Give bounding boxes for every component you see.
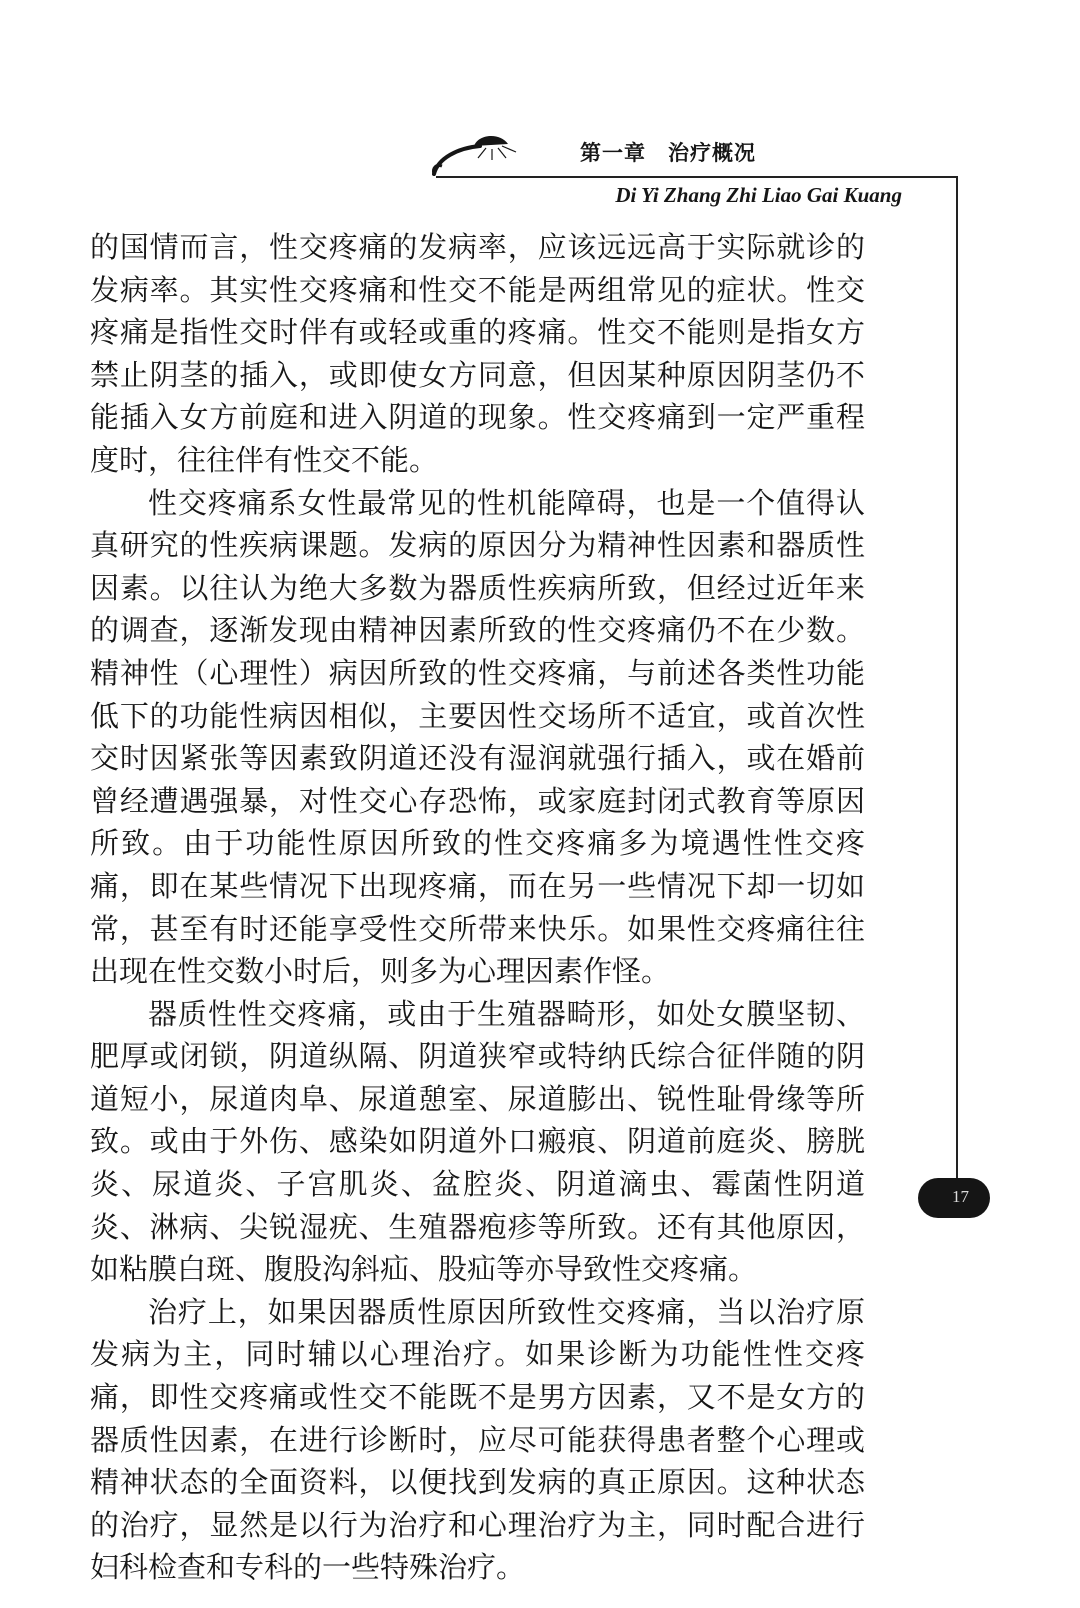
paragraph: 治疗上，如果因器质性原因所致性交疼痛，当以治疗原发病为主，同时辅以心理治疗。如果诊断为功能性性交疼痛，即性交疼痛或性交不能既不是男方因素，又不是女方的器质性因素，在进行诊断时，应尽可能获得患者整个心理或精神状态的全面资料，以便找到发病的真正原因。这种状态的治疗，显然是以行为治疗和心理治疗为主，同时配合进行妇科检查和专科的一些特殊治疗。 [90, 1294, 865, 1585]
side-margin-rule [956, 176, 958, 1178]
page-number-tab [918, 1178, 990, 1218]
body-text [90, 226, 865, 1589]
paragraph: 器质性性交疼痛，或由于生殖器畸形，如处女膜坚韧、肥厚或闭锁，阴道纵隔、阴道狭窄或特纳氏综合征伴随的阴道短小，尿道肉阜、尿道憩室、尿道膨出、锐性耻骨缘等所致。或由于外伤、感染如阴道外口瘢痕、阴道前庭炎、膀胱炎、尿道炎、子宫肌炎、盆腔炎、阴道滴虫、霉菌性阴道炎、淋病、尖锐湿疣、生殖器疱疹等所致。还有其他原因，如粘膜白斑、腹股沟斜疝、股疝等亦导致性交疼痛。 [90, 996, 865, 1287]
header-rule [436, 176, 958, 178]
page-number: 17 [952, 1187, 969, 1206]
chapter-title-chinese: 第一章 治疗概况 [580, 140, 756, 165]
paragraph: 的国情而言，性交疼痛的发病率，应该远远高于实际就诊的发病率。其实性交疼痛和性交不能是两组常见的症状。性交疼痛是指性交时伴有或轻或重的疼痛。性交不能则是指女方禁止阴茎的插入，或即使女方同意，但因某种原因阴茎仍不能插入女方前庭和进入阴道的现象。性交疼痛到一定严重程度时，往往伴有性交不能。 [90, 230, 865, 477]
paragraph: 性交疼痛系女性最常见的性机能障碍，也是一个值得认真研究的性疾病课题。发病的原因分为精神性因素和器质性因素。以往认为绝大多数为器质性疾病所致，但经过近年来的调查，逐渐发现由精神因素所致的性交疼痛仍不在少数。精神性（心理性）病因所致的性交疼痛，与前述各类性功能低下的功能性病因相似，主要因性交场所不适宜，或首次性交时因紧张等因素致阴道还没有湿润就强行插入，或在婚前曾经遭遇强暴，对性交心存恐怖，或家庭封闭式教育等原因所致。由于功能性原因所致的性交疼痛多为境遇性性交疼痛，即在某些情况下出现疼痛，而在另一些情况下却一切如常，甚至有时还能享受性交所带来快乐。如果性交疼痛往往出现在性交数小时后，则多为心理因素作怪。 [90, 485, 865, 989]
chapter-title-pinyin: Di Yi Zhang Zhi Liao Gai Kuang [615, 183, 902, 207]
